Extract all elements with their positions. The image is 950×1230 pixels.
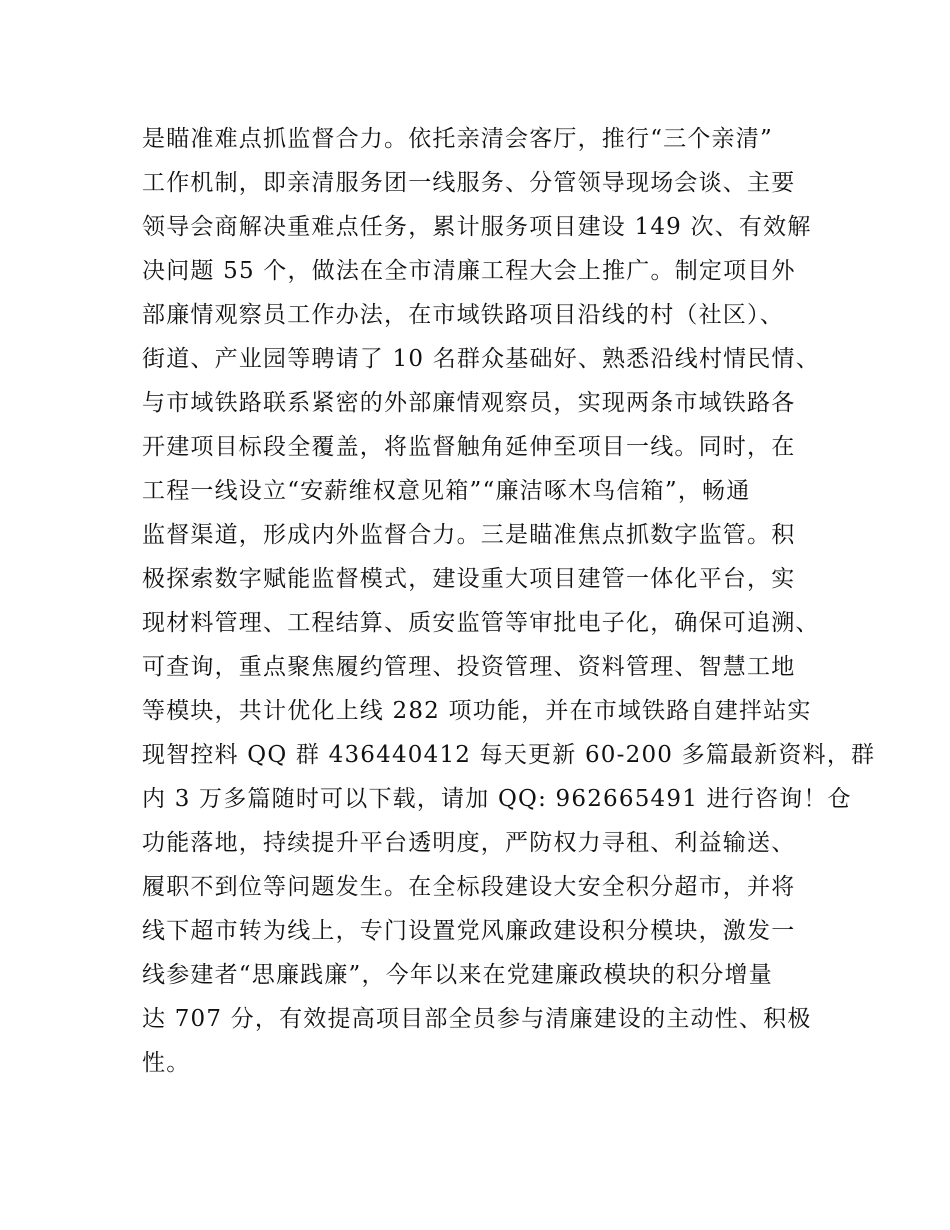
text-line-9: 工程一线设立“安薪维权意见箱”“廉洁啄木鸟信箱”，畅通 xyxy=(142,478,751,504)
text-line-4: 决问题 55 个，做法在全市清廉工程大会上推广。制定项目外 xyxy=(142,258,796,284)
text-line-20: 线参建者“思廉践廉”，今年以来在党建廉政模块的积分增量 xyxy=(142,962,773,988)
text-line-18: 履职不到位等问题发生。在全标段建设大安全积分超市，并将 xyxy=(142,874,796,900)
text-line-12: 现材料管理、工程结算、质安监管等审批电子化，确保可追溯、 xyxy=(142,610,820,636)
text-line-5: 部廉情观察员工作办法，在市域铁路项目沿线的村（社区）、 xyxy=(142,302,784,328)
text-line-11: 极探索数字赋能监督模式，建设重大项目建管一体化平台，实 xyxy=(142,566,796,592)
text-line-17: 功能落地，持续提升平台透明度，严防权力寻租、利益输送、 xyxy=(142,830,796,856)
text-line-8: 开建项目标段全覆盖，将监督触角延伸至项目一线。同时，在 xyxy=(142,434,796,460)
body-paragraph xyxy=(142,117,876,1085)
text-line-7: 与市域铁路联系紧密的外部廉情观察员，实现两条市域铁路各 xyxy=(142,390,796,416)
text-line-1: 是瞄准难点抓监督合力。依托亲清会客厅，推行“三个亲清” xyxy=(142,126,773,152)
text-line-13: 可查询，重点聚焦履约管理、投资管理、资料管理、智慧工地 xyxy=(142,654,796,680)
text-line-16: 内 3 万多篇随时可以下载，请加 QQ: 962665491 进行咨询！仓 xyxy=(142,786,852,812)
text-line-21: 达 707 分，有效提高项目部全员参与清廉建设的主动性、积极 xyxy=(142,1006,812,1032)
text-line-14: 等模块，共计优化上线 282 项功能，并在市域铁路自建拌站实 xyxy=(142,698,812,724)
text-line-19: 线下超市转为线上，专门设置党风廉政建设积分模块，激发一 xyxy=(142,918,796,944)
text-line-2: 工作机制，即亲清服务团一线服务、分管领导现场会谈、主要 xyxy=(142,170,796,196)
text-line-10: 监督渠道，形成内外监督合力。三是瞄准焦点抓数字监管。积 xyxy=(142,522,796,548)
text-line-15: 现智控料 QQ 群 436440412 每天更新 60-200 多篇最新资料，群 xyxy=(142,742,876,768)
text-line-22: 性。 xyxy=(142,1050,191,1076)
text-line-3: 领导会商解决重难点任务，累计服务项目建设 149 次、有效解 xyxy=(142,214,812,240)
text-line-6: 街道、产业园等聘请了 10 名群众基础好、熟悉沿线村情民情、 xyxy=(142,346,820,372)
